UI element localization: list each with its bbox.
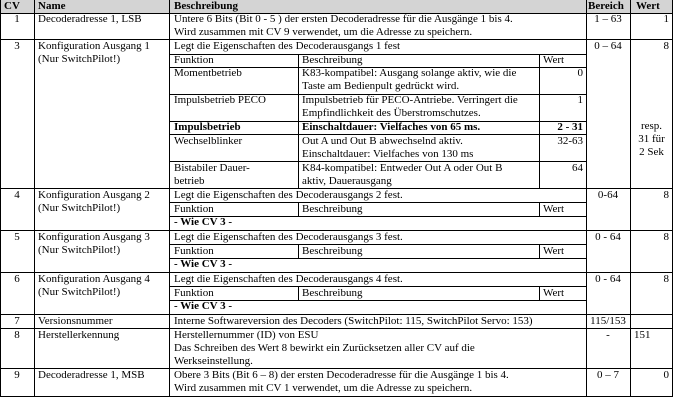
sub-col-line [539, 244, 540, 258]
cv-description: Untere 6 Bits (Bit 0 - 5 ) der ersten Decoderadresse für die Ausgänge 1 bis 4. [174, 13, 513, 25]
cv-name: Konfiguration Ausgang 1 [38, 40, 150, 52]
sub-header-description: Beschreibung [302, 54, 363, 66]
cv-value: 8 [663, 40, 669, 52]
cv-number: 4 [14, 189, 20, 201]
cv-description: Interne Softwareversion des Decoders (SwitchPilot: 115, SwitchPilot Servo: 153) [174, 315, 533, 327]
cv-number: 9 [14, 369, 20, 381]
cv-value: 8 [663, 189, 669, 201]
sub-value: 0 [577, 67, 583, 79]
sub-value: 32-63 [557, 135, 583, 147]
cv-range: 0 – 7 [597, 369, 619, 381]
sub-function: Impulsbetrieb [174, 121, 241, 133]
sub-description: Empfindlichkeit des Überstromschutzes. [302, 107, 481, 119]
cv-number: 3 [14, 40, 20, 52]
sub-col-line [298, 286, 299, 300]
cv-description: Herstellernummer (ID) von ESU [174, 329, 319, 341]
sub-description: K83-kompatibel: Ausgang solange aktiv, wie die [302, 67, 517, 79]
sub-description: Einschaltdauer: Vielfaches von 65 ms. [302, 121, 481, 133]
cv-name: Decoderadresse 1, MSB [38, 369, 145, 381]
sub-col-line [298, 244, 299, 258]
sub-function: Wechselblinker [174, 135, 243, 147]
cv-description: Obere 3 Bits (Bit 6 – 8) der ersten Decoderadresse für die Ausgänge 1 bis 4. [174, 369, 509, 381]
sub-header-function: Funktion [174, 245, 214, 257]
cv-range: 1 – 63 [594, 13, 622, 25]
cv-range: 0 – 64 [594, 40, 622, 52]
cv-number: 1 [14, 13, 20, 25]
header-range: Bereich [588, 0, 624, 12]
same-as-cv3: - Wie CV 3 - [174, 216, 233, 228]
cv-name: Herstellerkennung [38, 329, 120, 341]
sub-header-value: Wert [543, 245, 565, 257]
cv-range: 0-64 [597, 189, 619, 201]
sub-header-function: Funktion [174, 287, 214, 299]
sub-value: 64 [572, 162, 583, 174]
cv-description: Wird zusammen mit CV 9 verwendet, um die Adresse zu speichern. [174, 26, 473, 38]
cv-range: 0 - 64 [595, 231, 621, 243]
sub-row-line [169, 54, 586, 55]
cv-description: Legt die Eigenschaften des Decoderausgangs 1 fest [174, 40, 401, 52]
sub-header-description: Beschreibung [302, 287, 363, 299]
sub-col-line [298, 54, 299, 188]
sub-description: Out A und Out B abwechselnd aktiv. [302, 135, 463, 147]
cv-value: 1 [663, 13, 669, 25]
cv-name: Decoderadresse 1, LSB [38, 13, 142, 25]
sub-function: Momentbetrieb [174, 67, 242, 79]
cv-number: 7 [14, 315, 20, 327]
cv-description: Legt die Eigenschaften des Decoderausgangs 3 fest. [174, 231, 403, 243]
cv-range: - [606, 329, 610, 341]
header-value: Wert [636, 0, 660, 12]
cv-name: Konfiguration Ausgang 4 [38, 273, 150, 285]
cv-number: 5 [14, 231, 20, 243]
cv-description: Das Schreiben des Wert 8 bewirkt ein Zurücksetzen aller CV auf die [174, 342, 475, 354]
header-description: Beschreibung [174, 0, 238, 12]
col-line [169, 0, 170, 397]
sub-header-value: Wert [543, 54, 565, 66]
sub-function: Impulsbetrieb PECO [174, 94, 266, 106]
cv-value: 151 [634, 329, 651, 341]
sub-row-line [169, 202, 586, 203]
cv-name-note: (Nur SwitchPilot!) [38, 286, 121, 298]
cv-number: 6 [14, 273, 20, 285]
header-name: Name [38, 0, 66, 12]
cv-description: Wird zusammen mit CV 1 verwendet, um die Adresse zu speichern. [174, 382, 473, 394]
cv-value-note: 2 Sek [639, 146, 664, 158]
cv-range: 0 - 64 [595, 273, 621, 285]
cv-name: Konfiguration Ausgang 3 [38, 231, 150, 243]
sub-description: K84-kompatibel: Entweder Out A oder Out B [302, 162, 503, 174]
cv-value-note: resp. [640, 120, 663, 132]
cv-value-note: 31 für [638, 133, 665, 145]
cv-name-note: (Nur SwitchPilot!) [38, 202, 121, 214]
cv-description: Legt die Eigenschaften des Decoderausgangs 4 fest. [174, 273, 403, 285]
sub-header-description: Beschreibung [302, 203, 363, 215]
cv-name-note: (Nur SwitchPilot!) [38, 244, 121, 256]
cv-range: 115/153 [590, 315, 626, 327]
sub-value: 1 [577, 94, 583, 106]
sub-header-function: Funktion [174, 203, 214, 215]
cv-name: Versionsnummer [38, 315, 113, 327]
cv-value: 0 [663, 369, 669, 381]
cv-name: Konfiguration Ausgang 2 [38, 189, 150, 201]
sub-description: aktiv, Dauerausgang [302, 175, 392, 187]
cv-description: Legt die Eigenschaften des Decoderausgangs 2 fest. [174, 189, 403, 201]
same-as-cv3: - Wie CV 3 - [174, 300, 233, 312]
cv-value: 8 [663, 231, 669, 243]
sub-description: Taste am Bedienpult gedrückt wird. [302, 80, 460, 92]
sub-header-value: Wert [543, 203, 565, 215]
sub-header-value: Wert [543, 287, 565, 299]
cv-description: Werkseinstellung. [174, 355, 253, 367]
sub-value: 2 - 31 [557, 121, 583, 133]
same-as-cv3: - Wie CV 3 - [174, 258, 233, 270]
cv-value: 8 [663, 273, 669, 285]
row-line [0, 396, 673, 397]
sub-row-line [169, 286, 586, 287]
sub-description: Einschaltdauer: Vielfaches von 130 ms [302, 148, 474, 160]
sub-function: Bistabiler Dauer- [174, 162, 250, 174]
col-line [34, 0, 35, 397]
sub-col-line [298, 202, 299, 216]
header-cv: CV [4, 0, 20, 12]
cv-name-note: (Nur SwitchPilot!) [38, 53, 121, 65]
sub-col-line [539, 202, 540, 216]
sub-header-function: Funktion [174, 54, 214, 66]
sub-function: betrieb [174, 175, 205, 187]
sub-col-line [539, 286, 540, 300]
sub-row-line [169, 244, 586, 245]
sub-header-description: Beschreibung [302, 245, 363, 257]
cv-number: 8 [14, 329, 20, 341]
sub-description: Impulsbetrieb für PECO-Antriebe. Verringert die [302, 94, 518, 106]
